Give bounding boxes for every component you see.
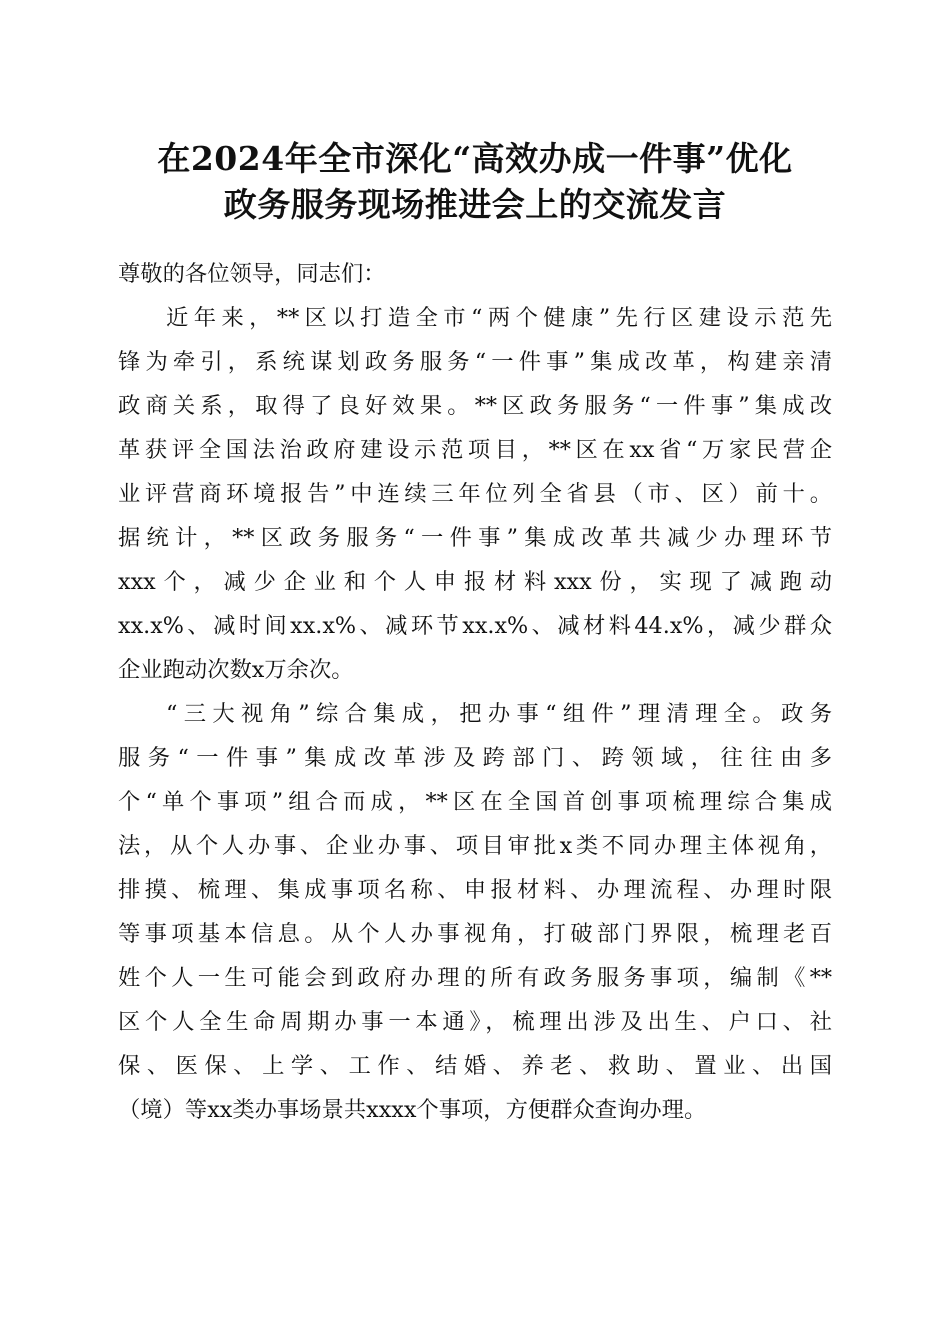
paragraph-line: xx.x%、减时间xx.x%、减环节xx.x%、减材料44.x%，减少群众	[118, 613, 832, 639]
paragraph-line: 革获评全国法治政府建设示范项目，**区在xx省“万家民营企	[118, 437, 832, 463]
paragraph-line: 区个人全生命周期办事一本通》，梳理出涉及出生、户口、社	[118, 1009, 832, 1035]
paragraph-line: 服务“一件事”集成改革涉及跨部门、跨领域，往往由多	[118, 745, 832, 771]
greeting: 尊敬的各位领导，同志们：	[118, 261, 386, 287]
document-body	[118, 252, 832, 1132]
paragraph-line: 企业跑动次数x万余次。	[118, 657, 354, 683]
document-title	[110, 136, 840, 228]
paragraph-line: xxx个，减少企业和个人申报材料xxx份，实现了减跑动	[118, 569, 832, 595]
paragraph-line: 据统计，**区政务服务“一件事”集成改革共减少办理环节	[118, 525, 832, 551]
paragraph-1	[118, 296, 832, 692]
paragraph-line: “三大视角”综合集成，把办事“组件”理清理全。政务	[166, 701, 832, 727]
paragraph-line: 保、医保、上学、工作、结婚、养老、救助、置业、出国	[118, 1053, 832, 1079]
paragraph-line: 锋为牵引，系统谋划政务服务“一件事”集成改革，构建亲清	[118, 349, 832, 375]
paragraph-line: 业评营商环境报告”中连续三年位列全省县（市、区）前十。	[118, 481, 832, 507]
paragraph-line: 姓个人一生可能会到政府办理的所有政务服务事项，编制《**	[118, 965, 832, 991]
paragraph-line: 等事项基本信息。从个人办事视角，打破部门界限，梳理老百	[118, 921, 832, 947]
paragraph-line: 近年来，**区以打造全市“两个健康”先行区建设示范先	[166, 305, 832, 331]
paragraph-line: 排摸、梳理、集成事项名称、申报材料、办理流程、办理时限	[118, 877, 832, 903]
paragraph-line: 政商关系，取得了良好效果。**区政务服务“一件事”集成改	[118, 393, 832, 419]
title-line-2: 政务服务现场推进会上的交流发言	[223, 185, 727, 224]
paragraph-line: （境）等xx类办事场景共xxxx个事项，方便群众查询办理。	[118, 1097, 707, 1123]
title-line-1: 在2024年全市深化“高效办成一件事”优化	[157, 139, 793, 178]
paragraph-2	[118, 692, 832, 1132]
paragraph-line: 法，从个人办事、企业办事、项目审批x类不同办理主体视角，	[118, 833, 832, 859]
paragraph-line: 个“单个事项”组合而成，**区在全国首创事项梳理综合集成	[118, 789, 832, 815]
